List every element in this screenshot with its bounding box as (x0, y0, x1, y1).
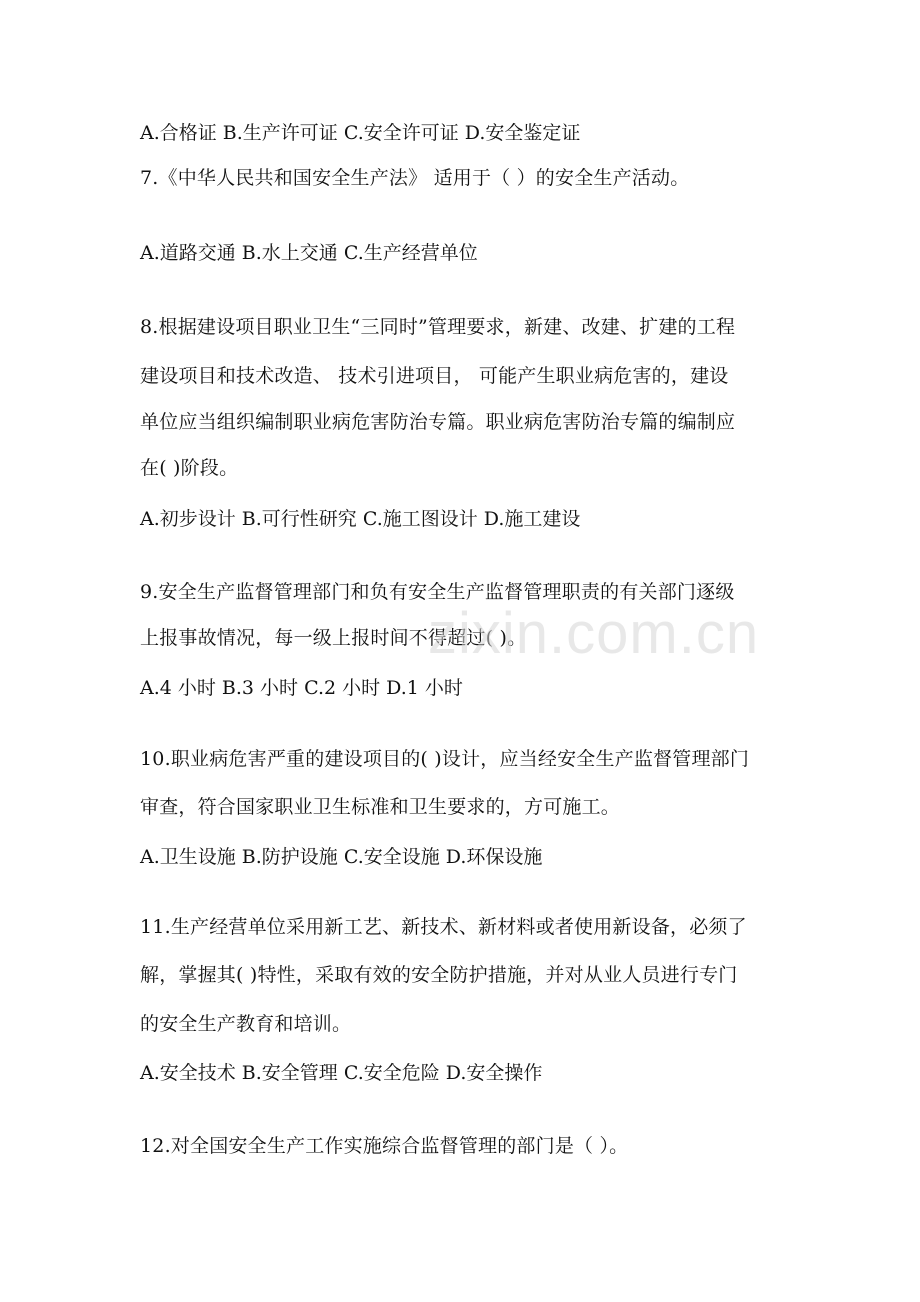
text-line: 10.职业病危害严重的建设项目的( )设计，应当经安全生产监督管理部门 (140, 748, 750, 770)
text-line: 审查，符合国家职业卫生标准和卫生要求的，方可施工。 (140, 796, 621, 818)
text-line: A.4 小时 B.3 小时 C.2 小时 D.1 小时 (140, 677, 463, 699)
text-line: 11.生产经营单位采用新工艺、新技术、新材料或者使用新设备，必须了 (140, 916, 747, 938)
text-line: A.卫生设施 B.防护设施 C.安全设施 D.环保设施 (140, 846, 543, 868)
text-line: A.初步设计 B.可行性研究 C.施工图设计 D.施工建设 (140, 508, 581, 530)
text-line: 解，掌握其( )特性，采取有效的安全防护措施，并对从业人员进行专门 (140, 964, 738, 986)
text-line: 7.《中华人民共和国安全生产法》 适用于（ ）的安全生产活动。 (140, 167, 690, 189)
text-line: A.合格证 B.生产许可证 C.安全许可证 D.安全鉴定证 (140, 122, 581, 144)
text-line: 上报事故情况，每一级上报时间不得超过( )。 (140, 627, 527, 649)
text-line: A.安全技术 B.安全管理 C.安全危险 D.安全操作 (140, 1062, 543, 1084)
watermark: zixin.com.cn (428, 601, 760, 666)
text-line: 9.安全生产监督管理部门和负有安全生产监督管理职责的有关部门逐级 (140, 581, 735, 603)
text-line: 的安全生产教育和培训。 (140, 1013, 352, 1035)
text-line: 8.根据建设项目职业卫生“三同时”管理要求，新建、改建、扩建的工程 (140, 316, 736, 338)
text-line: 在( )阶段。 (140, 457, 239, 479)
text-line: 建设项目和技术改造、 技术引进项目， 可能产生职业病危害的，建设 (140, 365, 729, 387)
text-line: 12.对全国安全生产工作实施综合监督管理的部门是（ ）。 (140, 1135, 629, 1157)
text-line: A.道路交通 B.水上交通 C.生产经营单位 (140, 242, 478, 264)
text-line: 单位应当组织编制职业病危害防治专篇。职业病危害防治专篇的编制应 (140, 411, 736, 433)
